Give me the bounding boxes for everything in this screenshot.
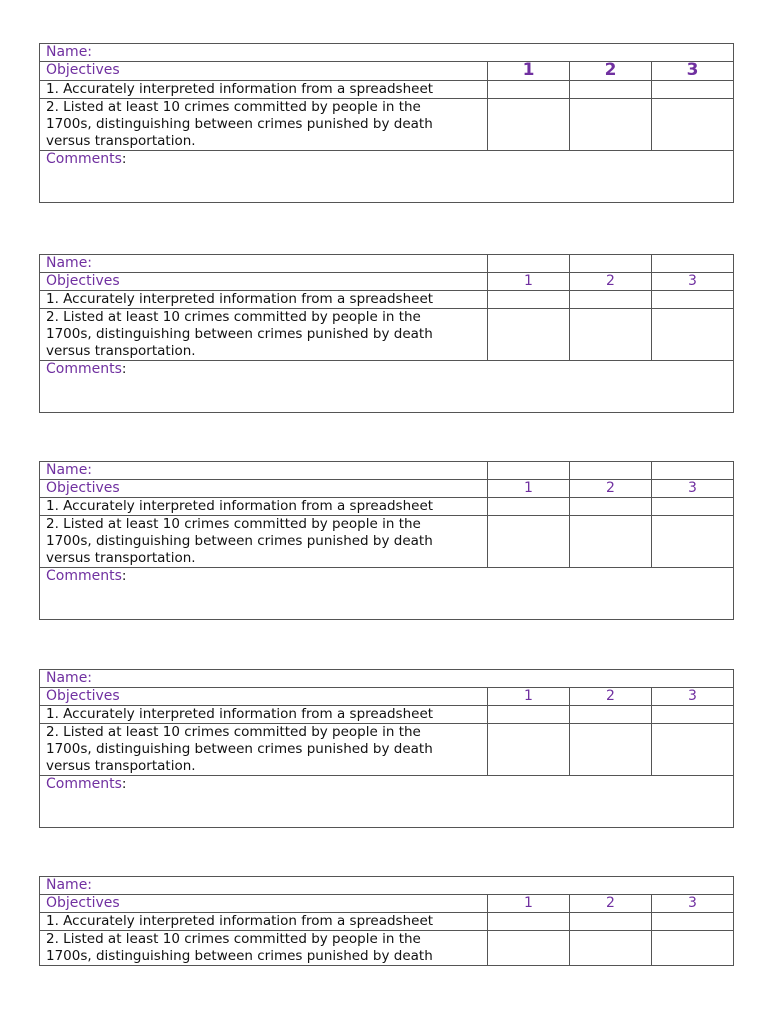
objective-2-text: 2. Listed at least 10 crimes committed by people in the 1700s, distinguishing between crimes punished by death versus transportation. [40,516,488,568]
objective-2-level-1-cell[interactable] [488,931,570,966]
comments-cell[interactable]: Comments: [40,776,734,828]
objective-1-level-2-cell[interactable] [570,81,652,99]
rubric-table-4 [39,669,734,828]
level-1-header: 1 [488,895,570,913]
objective-1-text: 1. Accurately interpreted information from a spreadsheet [40,291,488,309]
level-1-header: 1 [488,480,570,498]
comments-label: Comments [46,776,122,792]
name-blank-cell [570,255,652,273]
objective-1-level-3-cell[interactable] [652,913,734,931]
rubric-table-5 [39,876,734,966]
level-3-header: 3 [652,480,734,498]
level-1-header: 1 [488,273,570,291]
objectives-header: Objectives [40,688,488,706]
rubric-table-1 [39,43,734,203]
level-3-header: 3 [652,62,734,81]
objective-1-text: 1. Accurately interpreted information from a spreadsheet [40,913,488,931]
objective-1-level-1-cell[interactable] [488,81,570,99]
objective-1-level-3-cell[interactable] [652,498,734,516]
name-label: Name: [46,670,93,686]
level-2-header: 2 [570,688,652,706]
comments-label: Comments [46,568,122,584]
objective-2-level-2-cell[interactable] [570,724,652,776]
objective-2-level-1-cell[interactable] [488,516,570,568]
objective-2-level-3-cell[interactable] [652,724,734,776]
comments-cell[interactable]: Comments: [40,568,734,620]
comments-label: Comments [46,151,122,167]
level-2-header: 2 [570,273,652,291]
comments-cell[interactable]: Comments: [40,361,734,413]
name-label: Name: [46,44,93,60]
name-cell[interactable] [40,255,488,273]
comments-cell[interactable]: Comments: [40,151,734,203]
level-3-header: 3 [652,273,734,291]
name-blank-cell [570,462,652,480]
objective-2-text: 2. Listed at least 10 crimes committed by people in the 1700s, distinguishing between crimes punished by death versus transportation. [40,724,488,776]
objective-2-level-3-cell[interactable] [652,309,734,361]
objective-2-level-1-cell[interactable] [488,99,570,151]
level-2-header: 2 [570,895,652,913]
level-3-header: 3 [652,895,734,913]
objective-1-level-1-cell[interactable] [488,913,570,931]
objective-2-level-3-cell[interactable] [652,931,734,966]
level-3-header: 3 [652,688,734,706]
name-label: Name: [46,255,93,271]
objectives-header: Objectives [40,895,488,913]
objective-1-text: 1. Accurately interpreted information from a spreadsheet [40,81,488,99]
objective-1-text: 1. Accurately interpreted information from a spreadsheet [40,706,488,724]
level-1-header: 1 [488,688,570,706]
objective-2-text: 2. Listed at least 10 crimes committed by people in the 1700s, distinguishing between crimes punished by death versus transportation. [40,99,488,151]
objective-1-level-3-cell[interactable] [652,706,734,724]
objective-2-level-1-cell[interactable] [488,724,570,776]
objectives-header: Objectives [40,62,488,81]
level-2-header: 2 [570,480,652,498]
name-label: Name: [46,877,93,893]
objective-2-text: 2. Listed at least 10 crimes committed by people in the 1700s, distinguishing between crimes punished by death versus transportation. [40,309,488,361]
name-cell[interactable] [40,670,734,688]
objective-2-level-2-cell[interactable] [570,309,652,361]
objective-1-level-3-cell[interactable] [652,81,734,99]
objective-2-level-2-cell[interactable] [570,516,652,568]
level-2-header: 2 [570,62,652,81]
name-blank-cell [652,255,734,273]
objective-2-level-2-cell[interactable] [570,931,652,966]
objective-2-level-3-cell[interactable] [652,516,734,568]
comments-label: Comments [46,361,122,377]
objective-1-level-1-cell[interactable] [488,498,570,516]
rubric-table-2 [39,254,734,413]
objective-1-level-2-cell[interactable] [570,291,652,309]
name-cell[interactable] [40,462,488,480]
name-blank-cell [652,462,734,480]
rubric-table-3 [39,461,734,620]
objectives-header: Objectives [40,273,488,291]
objective-2-level-3-cell[interactable] [652,99,734,151]
objective-1-text: 1. Accurately interpreted information from a spreadsheet [40,498,488,516]
objective-1-level-1-cell[interactable] [488,291,570,309]
objectives-header: Objectives [40,480,488,498]
objective-1-level-2-cell[interactable] [570,498,652,516]
objective-2-text: 2. Listed at least 10 crimes committed by people in the 1700s, distinguishing between crimes punished by death [40,931,488,966]
name-cell[interactable] [40,44,734,62]
level-1-header: 1 [488,62,570,81]
name-blank-cell [488,255,570,273]
objective-1-level-3-cell[interactable] [652,291,734,309]
objective-2-level-2-cell[interactable] [570,99,652,151]
objective-2-level-1-cell[interactable] [488,309,570,361]
objective-1-level-2-cell[interactable] [570,913,652,931]
name-cell[interactable] [40,877,734,895]
objective-1-level-1-cell[interactable] [488,706,570,724]
name-label: Name: [46,462,93,478]
objective-1-level-2-cell[interactable] [570,706,652,724]
name-blank-cell [488,462,570,480]
